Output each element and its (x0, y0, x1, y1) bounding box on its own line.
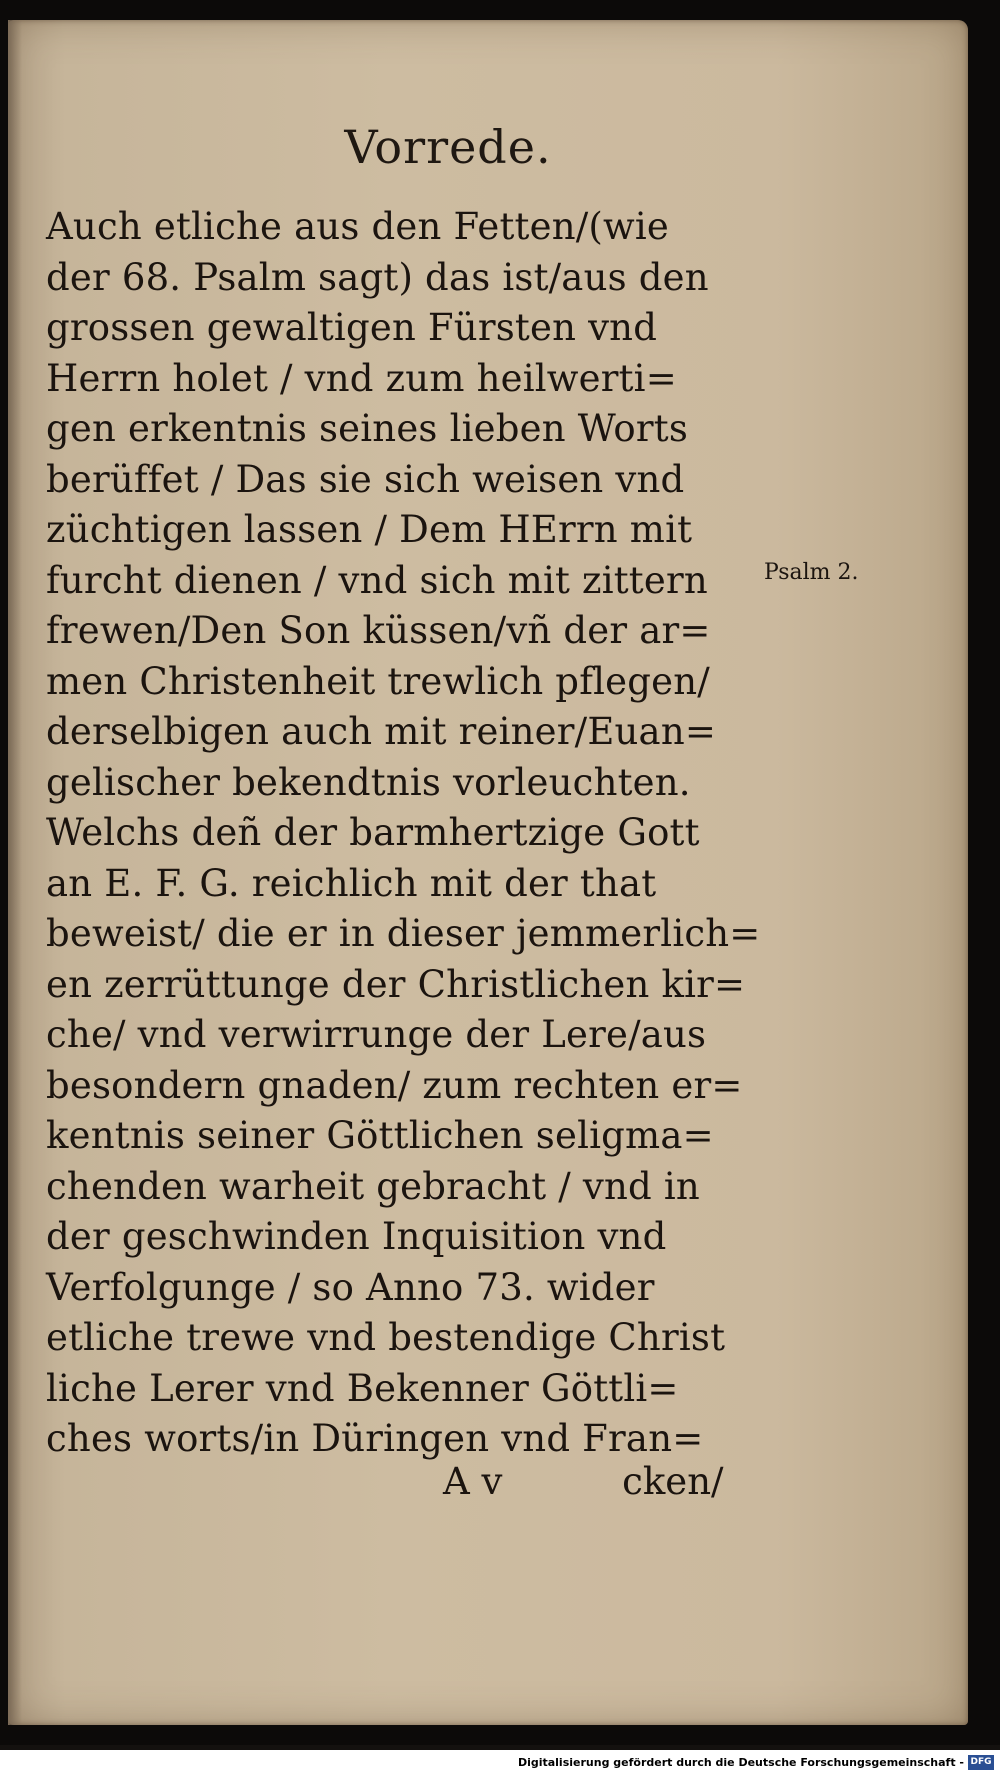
text-line: che/ vnd verwirrunge der Lere/aus (46, 1013, 707, 1056)
text-line: derselbigen auch mit reiner/Euan= (46, 710, 717, 753)
text-line: besondern gnaden/ zum rechten er= (46, 1063, 743, 1107)
text-line: men Christenheit trewlich pflegen/ (46, 659, 710, 703)
text-line: Herrn holet / vnd zum heilwerti= (46, 356, 677, 400)
catchword: cken/ (622, 1460, 724, 1503)
page-edge-shadow (8, 20, 22, 1725)
text-line: Verfolgunge / so Anno 73. wider (46, 1265, 655, 1309)
text-line: kentnis seiner Göttlichen seligma= (46, 1114, 714, 1157)
margin-note: Psalm 2. (764, 560, 859, 585)
text-line: züchtigen lassen / Dem HErrn mit (46, 508, 693, 551)
text-line: liche Lerer vnd Bekenner Göttli= (46, 1366, 679, 1410)
text-line: gelischer bekendtnis vorleuchten. (46, 760, 691, 804)
text-line: frewen/Den Son küssen/vñ der ar= (46, 609, 711, 652)
text-line: gen erkentnis seines lieben Worts (46, 407, 689, 450)
text-line: furcht dienen / vnd sich mit zittern (46, 558, 708, 602)
footer-credit: Digitalisierung gefördert durch die Deutsche Forschungsgemeinschaft - (517, 1756, 964, 1769)
text-line: der geschwinden Inquisition vnd (46, 1215, 667, 1258)
page-footer-line (443, 1460, 724, 1503)
text-line: ches worts/in Düringen vnd Fran= (46, 1417, 704, 1460)
text-line: en zerrüttunge der Christlichen kir= (46, 962, 746, 1006)
text-line: Welchs deñ der barmhertzige Gott (46, 811, 700, 854)
text-line: Auch etliche aus den Fetten/(wie (46, 205, 670, 248)
running-head: Vorrede. (344, 120, 552, 174)
text-line: berüffet / Das sie sich weisen vnd (46, 457, 685, 501)
text-line: an E. F. G. reichlich mit der that (46, 861, 657, 905)
digitization-footer (0, 1750, 1000, 1777)
signature-mark: A v (443, 1460, 503, 1503)
text-line: der 68. Psalm sagt) das ist/aus den (46, 255, 709, 299)
text-line: etliche trewe vnd bestendige Christ (46, 1316, 726, 1359)
book-page (8, 20, 968, 1725)
dfg-logo: DFG (968, 1755, 994, 1770)
text-line: grossen gewaltigen Fürsten vnd (46, 306, 658, 349)
text-line: beweist/ die er in dieser jemmerlich= (46, 912, 761, 955)
text-line: chenden warheit gebracht / vnd in (46, 1164, 700, 1208)
text-block (46, 202, 766, 1465)
